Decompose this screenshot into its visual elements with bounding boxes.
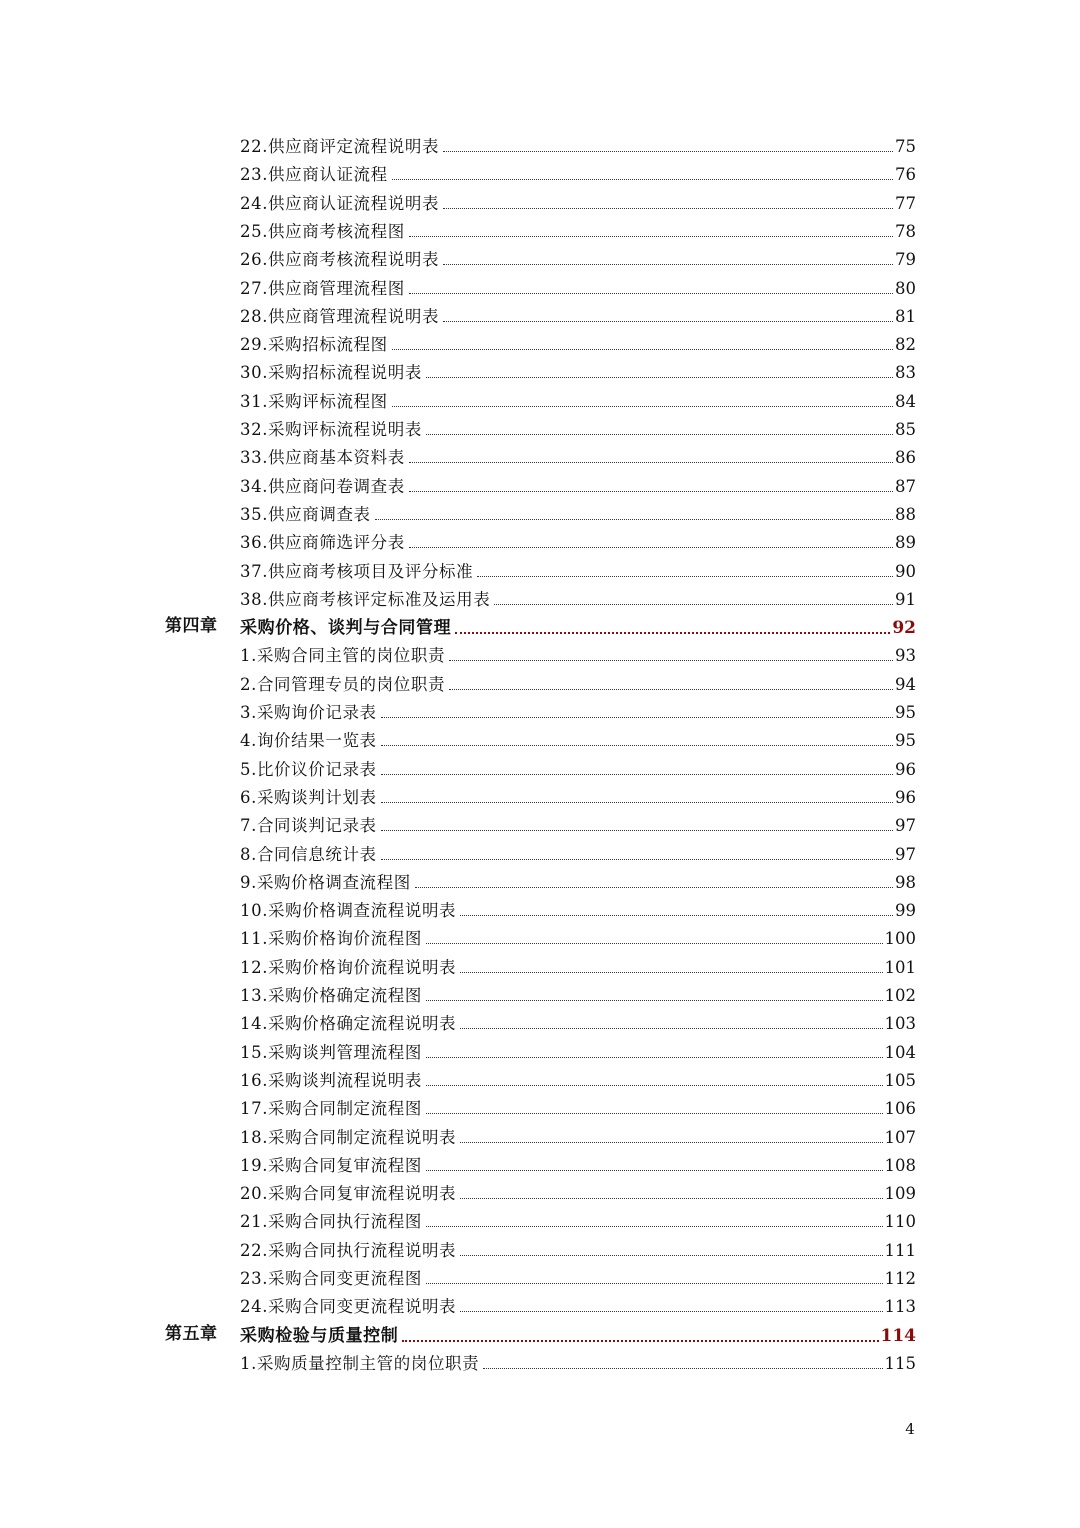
toc-line: [240, 1290, 916, 1318]
page-number: 4: [905, 1420, 915, 1438]
dot-leader: [443, 321, 893, 322]
toc-entry-page-number: 86: [895, 448, 916, 468]
toc-entry-page-number: 90: [895, 561, 916, 581]
toc-entry-title: 22.采购合同执行流程说明表: [240, 1240, 457, 1260]
dot-leader: [381, 859, 893, 860]
toc-entry-title: 33.供应商基本资料表: [240, 448, 405, 468]
toc-entry-row[interactable]: [0, 498, 1080, 526]
toc-entry-title: 19.采购合同复审流程图: [240, 1155, 422, 1175]
toc-line: [240, 1007, 916, 1035]
toc-entry-page-number: 88: [895, 504, 916, 524]
toc-entry-row[interactable]: [0, 1262, 1080, 1290]
toc-entry-title: 20.采购合同复审流程说明表: [240, 1184, 457, 1204]
toc-line: [240, 724, 916, 752]
toc-entry-title: 9.采购价格调查流程图: [240, 872, 411, 892]
toc-entry-row[interactable]: [0, 753, 1080, 781]
toc-entry-page-number: 97: [895, 844, 916, 864]
toc-entry-page-number: 110: [884, 1212, 916, 1232]
toc-entry-title: 31.采购评标流程图: [240, 391, 388, 411]
toc-entry-row[interactable]: [0, 441, 1080, 469]
dot-leader: [449, 660, 893, 661]
toc-entry-title: 21.采购合同执行流程图: [240, 1212, 422, 1232]
toc-chapter-row[interactable]: [0, 611, 1080, 639]
toc-line: [240, 1347, 916, 1375]
toc-line: [240, 130, 916, 158]
toc-entry-row[interactable]: [0, 1347, 1080, 1375]
toc-entry-title: 13.采购价格确定流程图: [240, 986, 422, 1005]
dot-leader: [460, 1028, 882, 1029]
dot-leader: [477, 576, 893, 577]
toc-entry-row[interactable]: [0, 356, 1080, 384]
toc-line: [240, 328, 916, 356]
toc-entry-page-number: 96: [895, 787, 916, 807]
toc-line: [240, 1036, 916, 1064]
toc-line: [240, 781, 916, 809]
toc-line: [240, 894, 916, 922]
toc-line: [240, 1319, 916, 1347]
toc-entry-row[interactable]: [0, 413, 1080, 441]
toc-entry-row[interactable]: [0, 1007, 1080, 1035]
toc-entry-page-number: 93: [895, 646, 916, 666]
toc-line: [240, 413, 916, 441]
toc-entry-row[interactable]: [0, 809, 1080, 837]
toc-line: [240, 215, 916, 243]
dot-leader: [409, 462, 893, 463]
toc-entry-title: 7.合同谈判记录表: [240, 816, 377, 836]
toc-entry-title: 23.供应商认证流程: [240, 165, 388, 185]
dot-leader: [381, 717, 893, 718]
dot-leader: [426, 1283, 883, 1284]
toc-entry-page-number: 105: [884, 1070, 916, 1090]
toc-entry-page-number: 113: [884, 1297, 916, 1317]
toc-entry-row[interactable]: [0, 668, 1080, 696]
toc-line: [240, 1092, 916, 1120]
dot-leader: [409, 491, 893, 492]
toc-entry-title: 10.采购价格调查流程说明表: [240, 901, 457, 921]
chapter-page-number: 92: [892, 618, 916, 639]
toc-entry-page-number: 94: [895, 674, 916, 694]
toc-entry-page-number: 102: [884, 986, 916, 1005]
toc-entry-row[interactable]: [0, 696, 1080, 724]
toc-entry-page-number: 98: [895, 872, 916, 892]
toc-entry-page-number: 107: [884, 1127, 916, 1147]
toc-line: [240, 753, 916, 781]
toc-entry-row[interactable]: [0, 1205, 1080, 1233]
toc-line: [240, 639, 916, 667]
dot-leader: [426, 434, 893, 435]
toc-entry-row[interactable]: [0, 583, 1080, 611]
toc-line: [240, 1149, 916, 1177]
toc-entry-page-number: 76: [895, 165, 916, 185]
toc-entry-title: 15.采购谈判管理流程图: [240, 1042, 422, 1062]
toc-entry-page-number: 108: [884, 1155, 916, 1175]
dot-leader: [460, 972, 882, 973]
toc-line: [240, 300, 916, 328]
toc-entry-title: 5.比价议价记录表: [240, 759, 377, 779]
toc-entry-row[interactable]: [0, 1290, 1080, 1318]
toc-entry-row[interactable]: [0, 158, 1080, 186]
toc-entry-row[interactable]: [0, 724, 1080, 752]
dot-leader: [455, 632, 890, 634]
toc-line: [240, 1177, 916, 1205]
dot-leader: [460, 1255, 882, 1256]
toc-entry-page-number: 79: [895, 250, 916, 270]
toc-entry-row[interactable]: [0, 1064, 1080, 1092]
toc-line: [240, 1121, 916, 1149]
dot-leader: [443, 151, 893, 152]
dot-leader: [483, 1368, 882, 1369]
toc-entry-row[interactable]: [0, 526, 1080, 554]
toc-entry-page-number: 87: [895, 476, 916, 496]
dot-leader: [415, 887, 893, 888]
toc-entry-title: 6.采购谈判计划表: [240, 787, 377, 807]
toc-entry-title: 26.供应商考核流程说明表: [240, 250, 440, 270]
dot-leader: [426, 1085, 883, 1086]
toc-entry-row[interactable]: [0, 187, 1080, 215]
toc-line: [240, 979, 916, 1007]
toc-line: [240, 1234, 916, 1262]
toc-entry-row[interactable]: [0, 385, 1080, 413]
toc-entry-page-number: 77: [895, 193, 916, 213]
toc-line: [240, 555, 916, 583]
toc-entry-title: 16.采购谈判流程说明表: [240, 1070, 422, 1090]
toc-entry-title: 8.合同信息统计表: [240, 844, 377, 864]
chapter-label: 第五章: [165, 1323, 218, 1344]
toc-entry-row[interactable]: [0, 639, 1080, 667]
toc-entry-page-number: 95: [895, 731, 916, 751]
toc-line: [240, 611, 916, 639]
toc-entry-page-number: 78: [895, 221, 916, 241]
toc-entry-row[interactable]: [0, 894, 1080, 922]
toc-entry-page-number: 115: [884, 1353, 916, 1373]
toc-entry-page-number: 104: [884, 1042, 916, 1062]
toc-entry-row[interactable]: [0, 328, 1080, 356]
dot-leader: [426, 1170, 883, 1171]
dot-leader: [381, 802, 893, 803]
toc-entry-page-number: 97: [895, 816, 916, 836]
toc-entry-title: 18.采购合同制定流程说明表: [240, 1127, 457, 1147]
toc-entry-title: 2.合同管理专员的岗位职责: [240, 674, 446, 694]
toc-line: [240, 1262, 916, 1290]
toc-line: [240, 668, 916, 696]
toc-entry-title: 22.供应商评定流程说明表: [240, 137, 440, 156]
toc-entry-page-number: 84: [895, 391, 916, 411]
toc-line: [240, 526, 916, 554]
toc-entry-title: 30.采购招标流程说明表: [240, 363, 422, 383]
toc-line: [240, 696, 916, 724]
toc-entry-title: 24.供应商认证流程说明表: [240, 193, 440, 213]
toc-entry-page-number: 89: [895, 533, 916, 553]
toc-entry-title: 34.供应商问卷调查表: [240, 476, 405, 496]
toc-entry-page-number: 106: [884, 1099, 916, 1119]
dot-leader: [426, 1226, 883, 1227]
chapter-title: 采购检验与质量控制: [240, 1325, 399, 1346]
toc-entry-page-number: 103: [884, 1014, 916, 1034]
toc-entry-page-number: 101: [884, 957, 916, 977]
dot-leader: [494, 604, 893, 605]
dot-leader: [426, 1113, 883, 1114]
toc-entry-row[interactable]: [0, 922, 1080, 950]
toc-entry-title: 28.供应商管理流程说明表: [240, 306, 440, 326]
dot-leader: [426, 943, 883, 944]
toc-entry-title: 32.采购评标流程说明表: [240, 420, 422, 439]
dot-leader: [460, 1198, 882, 1199]
toc-entry-row[interactable]: [0, 130, 1080, 158]
toc-entry-row[interactable]: [0, 470, 1080, 498]
dot-leader: [392, 179, 893, 180]
toc-line: [240, 385, 916, 413]
toc-entry-row[interactable]: [0, 781, 1080, 809]
dot-leader: [375, 519, 893, 520]
toc-entry-row[interactable]: [0, 243, 1080, 271]
dot-leader: [381, 774, 893, 775]
dot-leader: [443, 208, 893, 209]
toc-entry-page-number: 75: [895, 137, 916, 156]
toc-entry-page-number: 99: [895, 901, 916, 921]
toc-line: [240, 470, 916, 498]
toc-entry-page-number: 111: [884, 1240, 916, 1260]
chapter-page-number: 114: [880, 1325, 916, 1346]
dot-leader: [381, 745, 893, 746]
toc-entry-title: 24.采购合同变更流程说明表: [240, 1297, 457, 1317]
toc-entry-title: 14.采购价格确定流程说明表: [240, 1014, 457, 1034]
toc-entry-row[interactable]: [0, 555, 1080, 583]
dot-leader: [402, 1340, 878, 1342]
toc-entry-page-number: 83: [895, 363, 916, 383]
toc-entry-title: 17.采购合同制定流程图: [240, 1099, 422, 1119]
toc-entry-page-number: 80: [895, 278, 916, 298]
toc-entry-row[interactable]: [0, 979, 1080, 1007]
toc-entry-row[interactable]: [0, 1121, 1080, 1149]
dot-leader: [449, 689, 893, 690]
toc-entry-title: 37.供应商考核项目及评分标准: [240, 561, 474, 581]
toc-entry-row[interactable]: [0, 215, 1080, 243]
toc-entry-row[interactable]: [0, 300, 1080, 328]
toc-entry-title: 29.采购招标流程图: [240, 335, 388, 355]
toc-entry-row[interactable]: [0, 1149, 1080, 1177]
toc-line: [240, 838, 916, 866]
toc-entry-page-number: 95: [895, 703, 916, 722]
toc-line: [240, 809, 916, 837]
toc-entry-row[interactable]: [0, 866, 1080, 894]
toc-line: [240, 866, 916, 894]
dot-leader: [426, 1000, 883, 1001]
toc-entry-title: 1.采购合同主管的岗位职责: [240, 646, 446, 666]
toc-entry-title: 3.采购询价记录表: [240, 703, 377, 722]
toc-entry-title: 4.询价结果一览表: [240, 731, 377, 751]
chapter-title: 采购价格、谈判与合同管理: [240, 618, 452, 639]
toc-entry-page-number: 112: [884, 1269, 916, 1288]
dot-leader: [392, 406, 893, 407]
dot-leader: [460, 1142, 882, 1143]
toc-line: [240, 922, 916, 950]
dot-leader: [460, 915, 893, 916]
toc-entry-page-number: 109: [884, 1184, 916, 1204]
toc-entry-row[interactable]: [0, 1092, 1080, 1120]
dot-leader: [409, 547, 893, 548]
dot-leader: [426, 1057, 883, 1058]
toc-line: [240, 583, 916, 611]
toc-entry-row[interactable]: [0, 272, 1080, 300]
toc-entry-page-number: 100: [884, 929, 916, 949]
toc-entry-page-number: 81: [895, 306, 916, 326]
toc-line: [240, 951, 916, 979]
toc-entry-page-number: 96: [895, 759, 916, 779]
toc-entry-title: 11.采购价格询价流程图: [240, 929, 422, 949]
toc-line: [240, 1205, 916, 1233]
toc-line: [240, 187, 916, 215]
dot-leader: [381, 830, 893, 831]
toc-entry-title: 36.供应商筛选评分表: [240, 533, 405, 553]
dot-leader: [426, 377, 893, 378]
dot-leader: [409, 293, 893, 294]
toc-entry-page-number: 91: [895, 589, 916, 609]
toc-entry-title: 27.供应商管理流程图: [240, 278, 405, 298]
toc-entry-title: 1.采购质量控制主管的岗位职责: [240, 1353, 480, 1373]
toc-chapter-row[interactable]: [0, 1319, 1080, 1347]
toc-entry-page-number: 82: [895, 335, 916, 355]
toc-entry-row[interactable]: [0, 951, 1080, 979]
toc-line: [240, 441, 916, 469]
toc-entry-row[interactable]: [0, 838, 1080, 866]
toc-line: [240, 243, 916, 271]
toc-entry-row[interactable]: [0, 1177, 1080, 1205]
toc-entry-page-number: 85: [895, 420, 916, 439]
dot-leader: [392, 349, 893, 350]
dot-leader: [443, 264, 893, 265]
dot-leader: [409, 236, 893, 237]
toc-entry-title: 23.采购合同变更流程图: [240, 1269, 422, 1288]
chapter-label: 第四章: [165, 616, 218, 637]
toc-line: [240, 272, 916, 300]
toc-entry-row[interactable]: [0, 1036, 1080, 1064]
dot-leader: [460, 1311, 882, 1312]
toc-entry-title: 25.供应商考核流程图: [240, 221, 405, 241]
toc-entry-title: 35.供应商调查表: [240, 504, 371, 524]
toc-line: [240, 158, 916, 186]
toc-entry-title: 38.供应商考核评定标准及运用表: [240, 589, 491, 609]
toc-line: [240, 356, 916, 384]
toc-entry-title: 12.采购价格询价流程说明表: [240, 957, 457, 977]
toc-line: [240, 498, 916, 526]
toc-line: [240, 1064, 916, 1092]
toc-entry-row[interactable]: [0, 1234, 1080, 1262]
